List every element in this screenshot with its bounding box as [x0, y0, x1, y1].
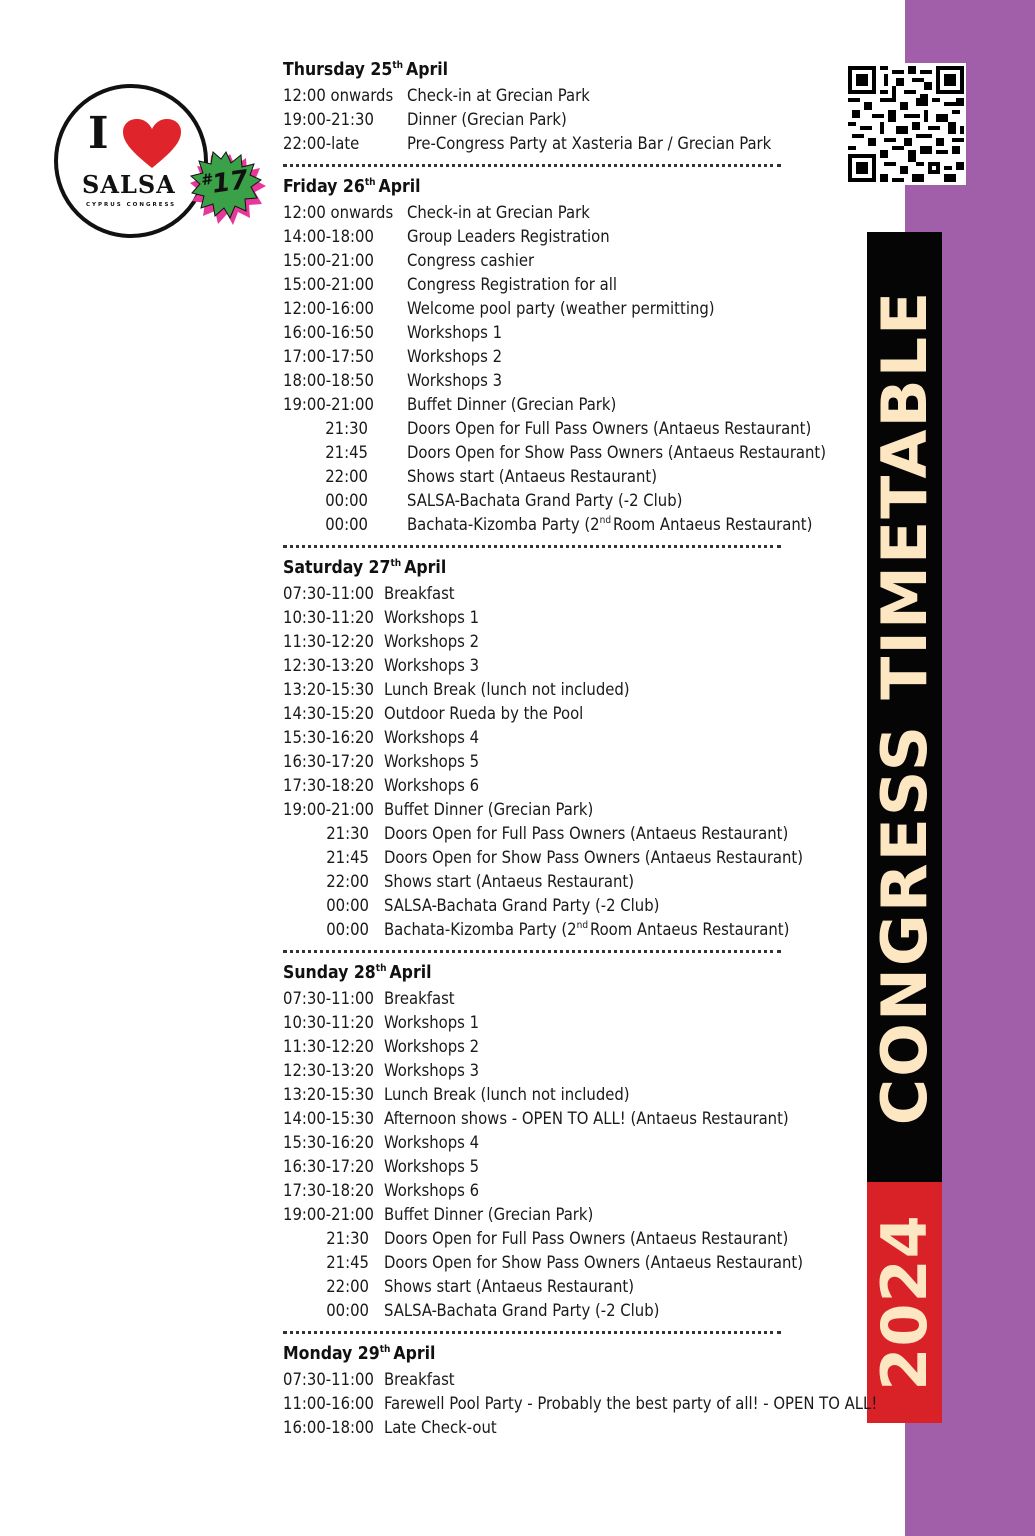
i-love-salsa-logo [52, 82, 267, 247]
qr-code-icon [848, 66, 964, 182]
banner-title: CONGRESS TIMETABLE [868, 289, 941, 1125]
event-row: 21:45 Doors Open for Show Pass Owners (Antaeus Restaurant) [326, 1253, 804, 1272]
event-row: 22:00 Shows start (Antaeus Restaurant) [325, 467, 658, 486]
event-row: 13:20-15:30 Lunch Break (lunch not included) [283, 680, 630, 699]
timetable [283, 58, 878, 1440]
event-row: 16:00-18:00 Late Check-out [283, 1418, 497, 1437]
event-row: 00:00 SALSA-Bachata Grand Party (-2 Club) [326, 1301, 660, 1320]
day-title: Friday 26th April [283, 177, 421, 197]
dotted-divider [283, 1325, 781, 1334]
event-row: 15:00-21:00 Congress cashier [283, 251, 535, 270]
logo-subtitle: CYPRUS CONGRESS [86, 202, 177, 208]
event-row: 21:30 Doors Open for Full Pass Owners (Antaeus Restaurant) [326, 1229, 789, 1248]
event-row: 10:30-11:20 Workshops 1 [283, 1013, 480, 1032]
banner-year: 2024 [868, 1214, 941, 1391]
event-row: 15:30-16:20 Workshops 4 [283, 728, 480, 747]
day-title: Thursday 25th April [283, 60, 449, 80]
event-row: 07:30-11:00 Breakfast [283, 989, 455, 1008]
event-row: 12:00 onwards Check-in at Grecian Park [283, 86, 590, 105]
day-thursday [283, 58, 863, 167]
event-row: 00:00 SALSA-Bachata Grand Party (-2 Club) [325, 491, 683, 510]
event-row: 22:00-late Pre-Congress Party at Xasteria Bar / Grecian Park [283, 134, 772, 153]
event-row: 11:30-12:20 Workshops 2 [283, 1037, 480, 1056]
event-row: 14:30-15:20 Outdoor Rueda by the Pool [283, 704, 584, 723]
heart-icon [122, 118, 182, 170]
event-row: 15:30-16:20 Workshops 4 [283, 1133, 480, 1152]
day-sunday [283, 961, 863, 1334]
day-title: Monday 29th April [283, 1344, 436, 1364]
day-friday [283, 175, 863, 548]
event-row: 16:00-16:50 Workshops 1 [283, 323, 503, 342]
event-row: 21:30 Doors Open for Full Pass Owners (Antaeus Restaurant) [325, 419, 812, 438]
event-row: 12:00-16:00 Welcome pool party (weather permitting) [283, 299, 715, 318]
event-row: 16:30-17:20 Workshops 5 [283, 1157, 480, 1176]
event-row: 10:30-11:20 Workshops 1 [283, 608, 480, 627]
day-title: Saturday 27th April [283, 558, 447, 578]
event-row: 07:30-11:00 Breakfast [283, 584, 455, 603]
event-row: 21:45 Doors Open for Show Pass Owners (Antaeus Restaurant) [326, 848, 804, 867]
event-row: 15:00-21:00 Congress Registration for all [283, 275, 617, 294]
event-row: 12:30-13:20 Workshops 3 [283, 656, 480, 675]
event-row: 17:30-18:20 Workshops 6 [283, 776, 480, 795]
event-row: 14:00-15:30 Afternoon shows - OPEN TO ALL! (Antaeus Restaurant) [283, 1109, 789, 1128]
event-row: 00:00 SALSA-Bachata Grand Party (-2 Club) [326, 896, 660, 915]
event-row: 00:00 Bachata-Kizomba Party (2nd Room Antaeus Restaurant) [325, 515, 813, 534]
event-row: 19:00-21:00 Buffet Dinner (Grecian Park) [283, 1205, 594, 1224]
dotted-divider [283, 539, 781, 548]
event-row: 00:00 Bachata-Kizomba Party (2nd Room Antaeus Restaurant) [326, 920, 790, 939]
event-row: 22:00 Shows start (Antaeus Restaurant) [326, 1277, 635, 1296]
day-monday [283, 1342, 878, 1440]
logo-word: SALSA [82, 170, 176, 199]
event-row: 21:30 Doors Open for Full Pass Owners (Antaeus Restaurant) [326, 824, 789, 843]
day-saturday [283, 556, 863, 953]
qr-code [846, 63, 966, 185]
dotted-divider [283, 944, 781, 953]
event-row: 17:30-18:20 Workshops 6 [283, 1181, 480, 1200]
event-row: 11:00-16:00 Farewell Pool Party - Probably the best party of all! - OPEN TO ALL! [283, 1394, 878, 1413]
badge-number: #17 [199, 164, 251, 200]
event-row: 21:45 Doors Open for Show Pass Owners (Antaeus Restaurant) [325, 443, 827, 462]
congress-timetable-banner [867, 232, 942, 1423]
event-row: 19:00-21:00 Buffet Dinner (Grecian Park) [283, 395, 617, 414]
dotted-divider [283, 158, 781, 167]
day-title: Sunday 28th April [283, 963, 432, 983]
event-row: 17:00-17:50 Workshops 2 [283, 347, 503, 366]
event-row: 12:30-13:20 Workshops 3 [283, 1061, 480, 1080]
event-row: 16:30-17:20 Workshops 5 [283, 752, 480, 771]
logo-letter-i: I [88, 108, 109, 159]
event-row: 13:20-15:30 Lunch Break (lunch not included) [283, 1085, 630, 1104]
event-row: 07:30-11:00 Breakfast [283, 1370, 455, 1389]
event-row: 14:00-18:00 Group Leaders Registration [283, 227, 610, 246]
event-row: 18:00-18:50 Workshops 3 [283, 371, 503, 390]
event-row: 11:30-12:20 Workshops 2 [283, 632, 480, 651]
event-row: 19:00-21:00 Buffet Dinner (Grecian Park) [283, 800, 594, 819]
event-row: 12:00 onwards Check-in at Grecian Park [283, 203, 590, 222]
event-row: 19:00-21:30 Dinner (Grecian Park) [283, 110, 567, 129]
event-row: 22:00 Shows start (Antaeus Restaurant) [326, 872, 635, 891]
